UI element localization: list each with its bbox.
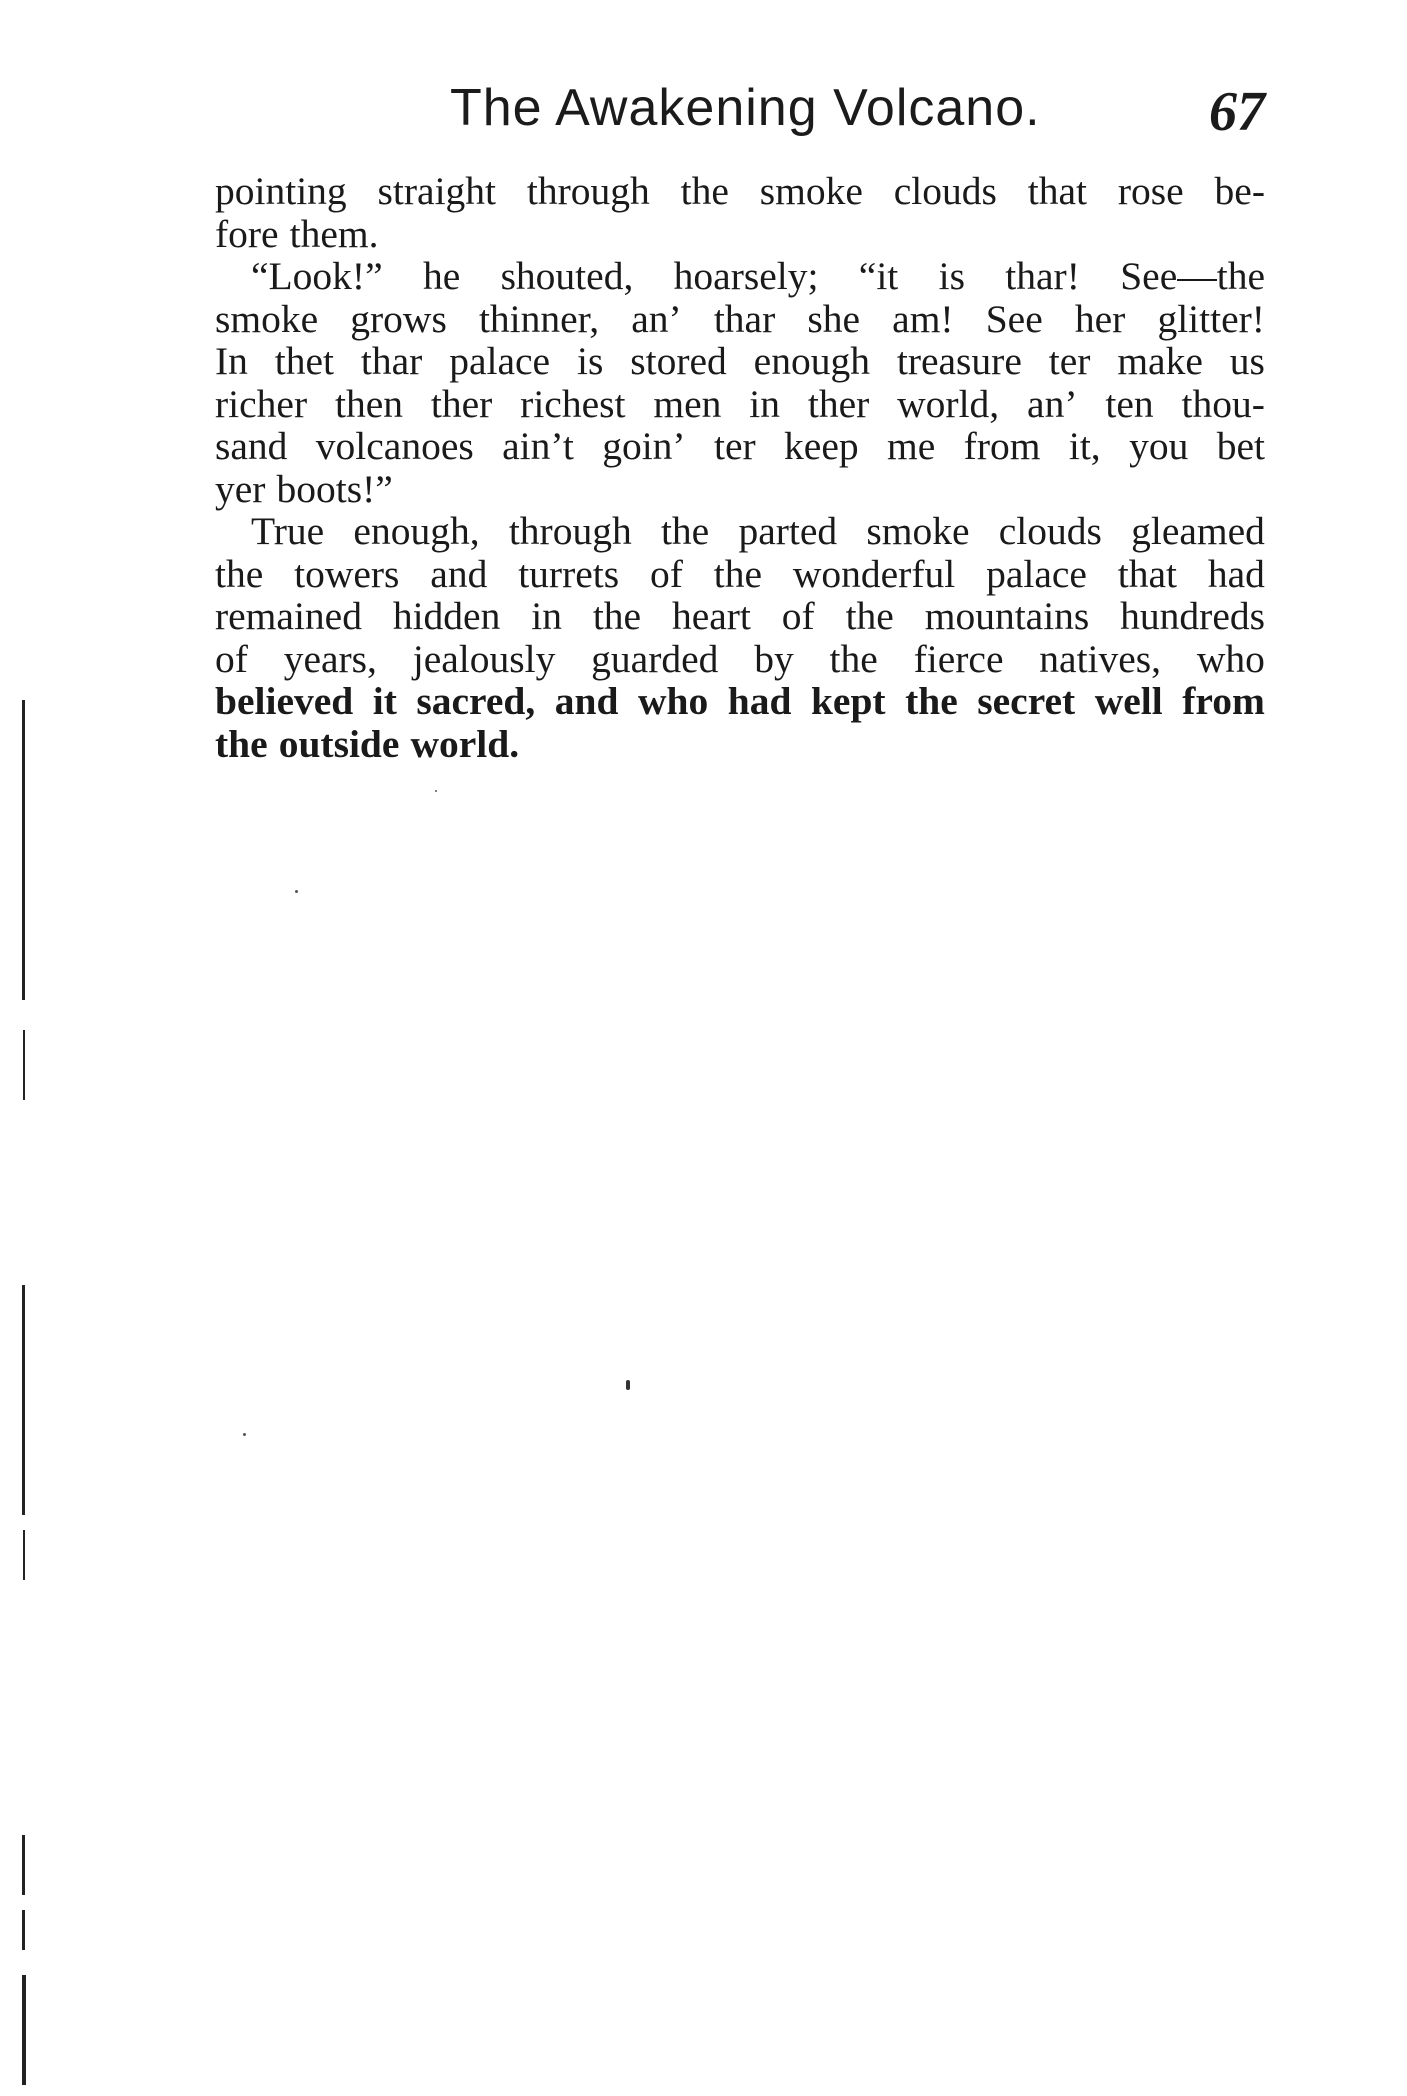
running-head — [215, 78, 1265, 148]
word: the — [905, 679, 958, 723]
word: make — [1117, 339, 1203, 383]
page-number: 67 — [1209, 81, 1265, 143]
word: in — [749, 381, 780, 426]
word: richer — [215, 381, 308, 426]
body-text — [215, 170, 1265, 765]
word: from — [1182, 679, 1265, 723]
word: and — [430, 551, 488, 596]
word: the — [215, 721, 268, 766]
text-line — [215, 383, 1265, 426]
word: ain’t — [502, 424, 574, 468]
text-line — [215, 595, 1265, 638]
word: am! — [892, 296, 954, 341]
word: is — [938, 254, 965, 298]
word: ten — [1105, 381, 1154, 426]
word: us — [1229, 339, 1265, 383]
word: clouds — [893, 169, 997, 213]
word: ter — [1048, 339, 1091, 383]
word: rose — [1117, 169, 1184, 213]
word: bet — [1216, 424, 1265, 468]
scan-edge-mark — [22, 1910, 25, 1950]
word: the — [713, 551, 763, 596]
word: fierce — [913, 636, 1004, 681]
word: smoke — [866, 509, 970, 553]
word: glitter! — [1157, 296, 1265, 341]
word: it — [372, 679, 397, 723]
word: had — [727, 679, 792, 723]
word: towers — [294, 551, 400, 596]
word: thou- — [1181, 381, 1265, 426]
word: from — [963, 424, 1041, 468]
word: had — [1207, 551, 1265, 596]
word: richest — [520, 381, 626, 426]
word: True — [251, 509, 325, 553]
word: palace — [449, 339, 551, 383]
word: smoke — [759, 169, 863, 213]
word: kept — [810, 679, 886, 723]
word: the — [660, 509, 710, 553]
word: shouted, — [500, 254, 634, 298]
word: who — [637, 679, 709, 723]
word: volcanoes — [315, 424, 474, 468]
word: years, — [283, 636, 377, 681]
word: the — [845, 594, 894, 638]
word: yer — [215, 466, 266, 511]
word: thar — [360, 339, 423, 383]
word: boots!” — [276, 466, 393, 511]
word: thinner, — [478, 296, 600, 341]
text-line — [215, 340, 1265, 383]
word: ther — [430, 381, 493, 426]
word: palace — [986, 551, 1087, 596]
text-line — [215, 468, 1265, 511]
word: heart — [671, 594, 751, 638]
word: ter — [713, 424, 756, 468]
word: well — [1094, 679, 1163, 723]
word: hidden — [392, 594, 501, 638]
word: smoke — [215, 296, 319, 341]
word: that — [1117, 551, 1178, 596]
word: the — [592, 594, 642, 638]
text-line — [215, 255, 1265, 298]
chapter-title: The Awakening Volcano. — [450, 79, 1041, 137]
word: the — [680, 169, 729, 213]
word: in — [531, 594, 562, 638]
word: who — [1196, 636, 1265, 681]
word: thet — [274, 339, 335, 383]
paper-speck — [435, 790, 437, 792]
scan-edge-mark — [23, 1530, 25, 1580]
word: parted — [738, 509, 838, 553]
text-line — [215, 510, 1265, 553]
word: thar! — [1005, 254, 1080, 298]
scan-edge-mark — [22, 1285, 25, 1515]
word: the — [215, 551, 264, 596]
word: you — [1129, 424, 1189, 468]
word: remained — [215, 594, 362, 638]
word: is — [576, 339, 604, 383]
word: me — [887, 424, 936, 468]
word: secret — [977, 679, 1076, 723]
word: turrets — [518, 551, 620, 596]
word: believed — [215, 679, 354, 723]
word: world. — [410, 721, 520, 766]
scan-edge-mark — [22, 700, 25, 1000]
text-line — [215, 213, 1265, 256]
text-line — [215, 680, 1265, 723]
word: jealously — [412, 636, 556, 681]
word: of — [781, 594, 815, 638]
word: outside — [278, 721, 400, 766]
word: wonderful — [792, 551, 956, 596]
text-line — [215, 298, 1265, 341]
word: by — [754, 636, 794, 681]
word: an’ — [1027, 381, 1078, 426]
paper-speck — [626, 1380, 630, 1390]
word: he — [422, 254, 461, 298]
word: treasure — [896, 339, 1022, 383]
word: that — [1027, 169, 1087, 213]
word: grows — [350, 296, 447, 341]
word: the — [829, 636, 878, 681]
word: mountains — [924, 594, 1090, 638]
text-line — [215, 638, 1265, 681]
word: “Look!” — [251, 254, 383, 298]
word: sand — [215, 424, 288, 468]
text-line — [215, 723, 1265, 766]
word: clouds — [998, 509, 1102, 553]
word: she — [807, 296, 861, 341]
word: fore — [215, 211, 279, 256]
word: be- — [1214, 169, 1265, 213]
text-line — [215, 553, 1265, 596]
word: gleamed — [1131, 509, 1265, 553]
word: of — [649, 551, 683, 596]
word: hoarsely; — [673, 254, 819, 298]
word: enough, — [353, 509, 480, 553]
scan-edge-mark — [23, 1030, 25, 1100]
word: guarded — [591, 636, 719, 681]
word: world, — [897, 381, 1000, 426]
word: In — [215, 339, 248, 383]
paper-speck — [295, 890, 298, 893]
word: and — [554, 679, 619, 723]
word: thar — [713, 296, 776, 341]
word: hundreds — [1120, 594, 1265, 638]
scan-edge-mark — [22, 1835, 25, 1895]
word: pointing — [215, 169, 347, 213]
word: natives, — [1039, 636, 1162, 681]
word: it, — [1068, 424, 1101, 468]
word: straight — [377, 169, 497, 213]
word: through — [526, 169, 650, 213]
text-line — [215, 425, 1265, 468]
word: an’ — [631, 296, 682, 341]
scan-edge-mark — [22, 1975, 26, 2085]
word: ther — [807, 381, 870, 426]
word: stored — [630, 339, 727, 383]
word: men — [653, 381, 722, 426]
word: then — [334, 381, 403, 426]
word: of — [215, 636, 248, 681]
text-line — [215, 170, 1265, 213]
word: See — [985, 296, 1043, 341]
word: See—the — [1120, 254, 1265, 298]
word: keep — [784, 424, 859, 468]
word: through — [508, 509, 632, 553]
word: sacred, — [416, 679, 536, 723]
word: enough — [753, 339, 870, 383]
word: “it — [858, 254, 899, 298]
word: her — [1074, 296, 1126, 341]
word: goin’ — [602, 424, 686, 468]
word: them. — [289, 211, 379, 256]
paper-speck — [243, 1433, 246, 1436]
